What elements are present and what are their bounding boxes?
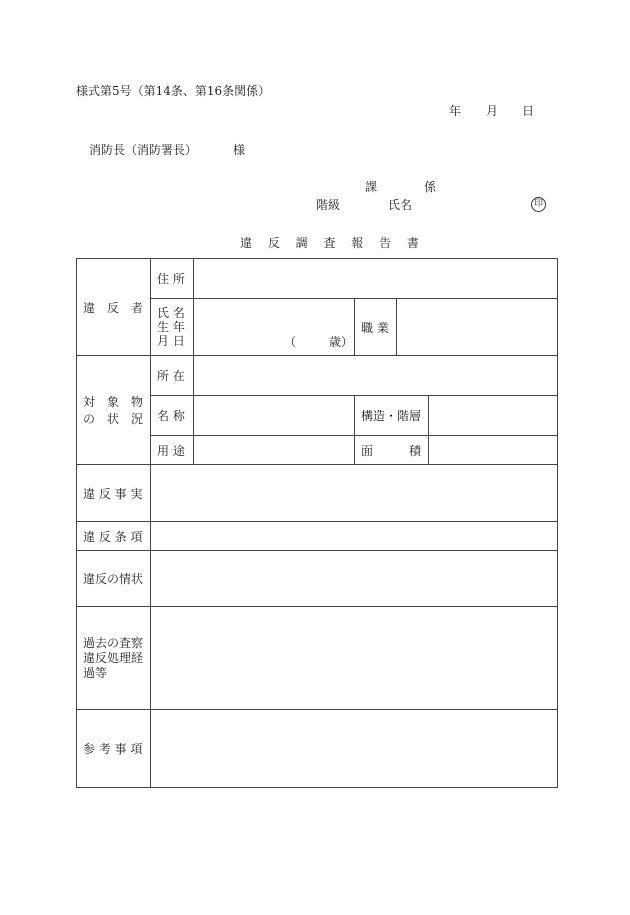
area-label-text: 面 積 — [361, 443, 422, 458]
use-label-text: 用 途 — [157, 443, 185, 458]
remarks-field[interactable] — [150, 709, 558, 788]
seal-icon: 印 — [531, 197, 546, 212]
occupation-field[interactable] — [396, 298, 558, 356]
object-name-field[interactable] — [193, 395, 355, 436]
occupation-label — [354, 298, 397, 356]
violator-label-text: 違 反 者 — [83, 300, 144, 315]
history-label-line-1: 過去の査察 — [83, 635, 144, 650]
document-title: 違 反 調 査 報 告 書 — [240, 236, 425, 250]
violator-label — [76, 258, 151, 356]
age-open: （ — [284, 335, 297, 349]
date-month: 月 — [486, 104, 499, 118]
clauses-label-text: 違 反 条 項 — [83, 529, 143, 544]
remarks-label-text: 参 考 事 項 — [83, 742, 143, 756]
structure-field[interactable] — [428, 395, 558, 436]
use-label — [150, 435, 194, 465]
history-label-line-3: 過等 — [83, 665, 108, 680]
address-label-text: 住 所 — [157, 272, 185, 286]
occupation-label-text: 職 業 — [361, 320, 389, 335]
date-day: 日 — [522, 104, 535, 118]
name-birth-label — [150, 298, 194, 356]
location-field[interactable] — [193, 355, 558, 396]
object-label-line-1: 対 象 物 — [83, 395, 144, 409]
clauses-label — [76, 521, 151, 551]
rank-label: 階級 — [316, 198, 341, 212]
structure-label — [354, 395, 429, 436]
history-label — [76, 606, 151, 710]
use-field[interactable] — [193, 435, 355, 465]
age-close: 歳） — [329, 335, 354, 349]
addressee-suffix: 様 — [233, 143, 246, 157]
name-label-text: 氏 名 — [157, 306, 185, 320]
birth-label-text-1: 生 年 — [157, 320, 185, 334]
remarks-label — [76, 709, 151, 788]
structure-label-text: 構造・階層 — [361, 409, 422, 423]
circumstances-label-text: 違反の情状 — [83, 572, 144, 586]
object-name-label-text: 名 称 — [157, 409, 185, 423]
location-label — [150, 355, 194, 396]
date-year: 年 — [449, 104, 462, 118]
dept-ka: 課 — [365, 180, 378, 194]
name-label: 氏名 — [388, 198, 413, 212]
location-label-text: 所 在 — [157, 369, 185, 383]
facts-label — [76, 464, 151, 522]
object-name-label — [150, 395, 194, 436]
birth-label-text-2: 月 日 — [157, 334, 185, 348]
addressee: 消防長（消防署長） — [89, 143, 198, 157]
form-number: 様式第5号（第14条、第16条関係） — [76, 84, 271, 98]
area-label — [354, 435, 429, 465]
clauses-field[interactable] — [150, 521, 558, 551]
area-field[interactable] — [428, 435, 558, 465]
facts-label-text: 違 反 事 実 — [83, 486, 143, 501]
object-status-label — [76, 355, 151, 465]
history-field[interactable] — [150, 606, 558, 710]
address-field[interactable] — [193, 258, 558, 299]
history-label-line-2: 違反処理経 — [83, 650, 144, 665]
circumstances-label — [76, 550, 151, 607]
address-label — [150, 258, 194, 299]
name-birth-field[interactable] — [193, 298, 355, 356]
object-label-line-2: の 状 況 — [83, 412, 144, 426]
facts-field[interactable] — [150, 464, 558, 522]
circumstances-field[interactable] — [150, 550, 558, 607]
dept-kakari: 係 — [424, 180, 437, 194]
